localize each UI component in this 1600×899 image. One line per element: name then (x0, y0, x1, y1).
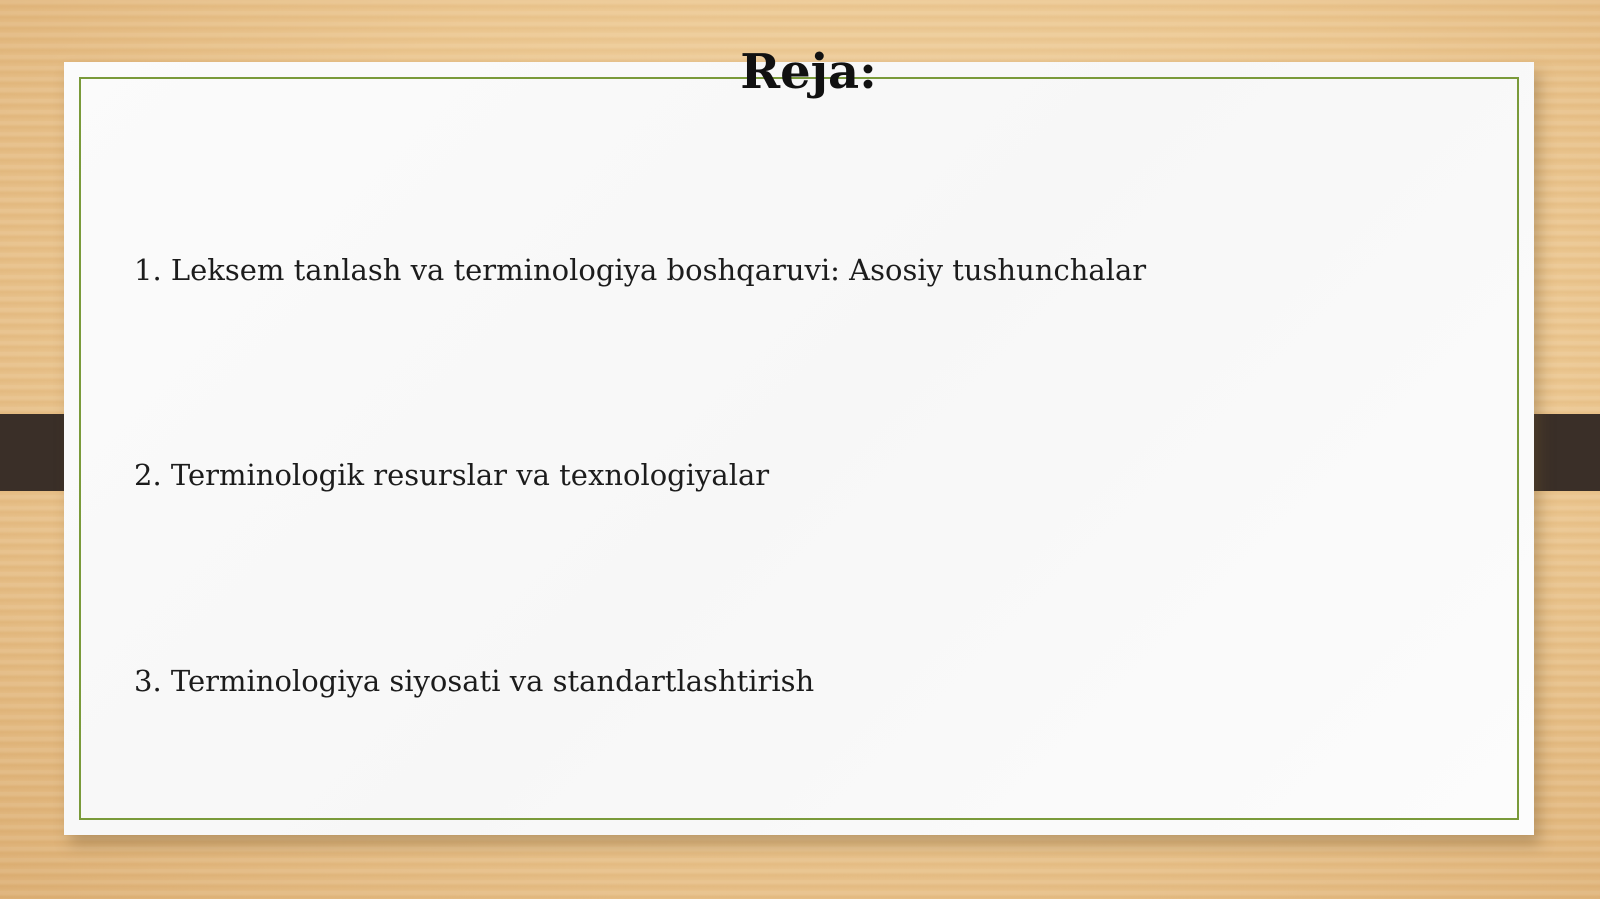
slide-title: Reja: (740, 44, 877, 100)
slide-card-border (79, 77, 1519, 820)
plan-item-2: 2. Terminologik resurslar va texnologiyalar (134, 458, 770, 492)
plan-item-1: 1. Leksem tanlash va terminologiya boshqaruvi: Asosiy tushunchalar (134, 253, 1147, 287)
slide-card (64, 62, 1534, 835)
plan-item-3: 3. Terminologiya siyosati va standartlashtirish (134, 664, 815, 698)
